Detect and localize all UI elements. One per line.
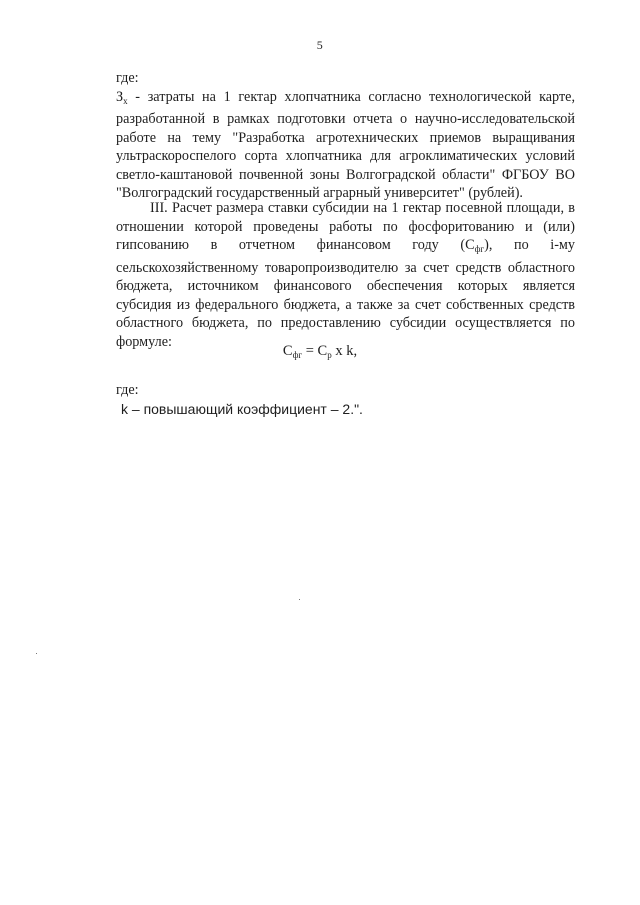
def-line-1: разработанной в рамках подготовки отчета о научно-исследовательской (116, 111, 575, 127)
def-line-4: светло-каштановой почвенной зоны Волгоградской области" ФГБОУ ВО (116, 166, 575, 183)
scan-speck (36, 653, 37, 654)
s3-line-3: сельскохозяйственному товаропроизводителю за счет средств областного (116, 259, 575, 276)
s3-line-5: субсидия из федерального бюджета, а также за счет собственных средств (116, 296, 575, 313)
def-line-2: работе на тему "Разработка агротехнических приемов выращивания (116, 129, 575, 146)
s3-line-2-text: гипсованию в отчетном финансовом году (С (116, 237, 475, 253)
definition-first-line (116, 88, 575, 111)
def-subscript: х (123, 95, 128, 106)
formula-rhs: С (317, 343, 328, 359)
formula-tail: x k, (331, 343, 358, 359)
s3-line-4: бюджета, источником финансового обеспечения которых является (116, 278, 575, 294)
formula-eq: = (302, 343, 318, 359)
definition-block (116, 69, 575, 203)
def-symbol: З (116, 88, 124, 105)
page-number: 5 (316, 38, 324, 52)
def-line-3: ультраскороспелого сорта хлопчатника для агроклиматических условий (116, 148, 575, 164)
s3-line-7: формуле: (116, 333, 172, 350)
s3-fg-subscript: фг (474, 244, 485, 254)
def-line-5: "Волгоградский государственный аграрный университет" (рублей). (116, 185, 523, 201)
section-iii-block (116, 199, 575, 351)
formula (0, 343, 640, 360)
s3-line-6: областного бюджета, по предоставлению субсидии осуществляется по (116, 315, 575, 331)
s3-line-1: отношении которой проведены работы по фосфоритованию и (или) (116, 218, 575, 235)
scan-speck (299, 599, 300, 600)
s3-line-2-tail: ), по i-му (484, 237, 575, 253)
coefficient-block (116, 381, 575, 418)
s3-line-2 (116, 236, 575, 259)
formula-lhs: С (282, 343, 293, 359)
formula-rhs-sub: р (327, 350, 332, 360)
formula-lhs-sub: фг (292, 350, 303, 360)
s3-line-0: III. Расчет размера ставки субсидии на 1 гектар посевной площади, в (150, 200, 575, 216)
gde-label: где: (116, 70, 139, 86)
def-line-0: - затраты на 1 гектар хлопчатника согласно технологической карте, (135, 88, 576, 105)
gde-label-2: где: (116, 382, 139, 398)
coefficient-line: k – повышающий коэффициент – 2.". (121, 400, 363, 417)
